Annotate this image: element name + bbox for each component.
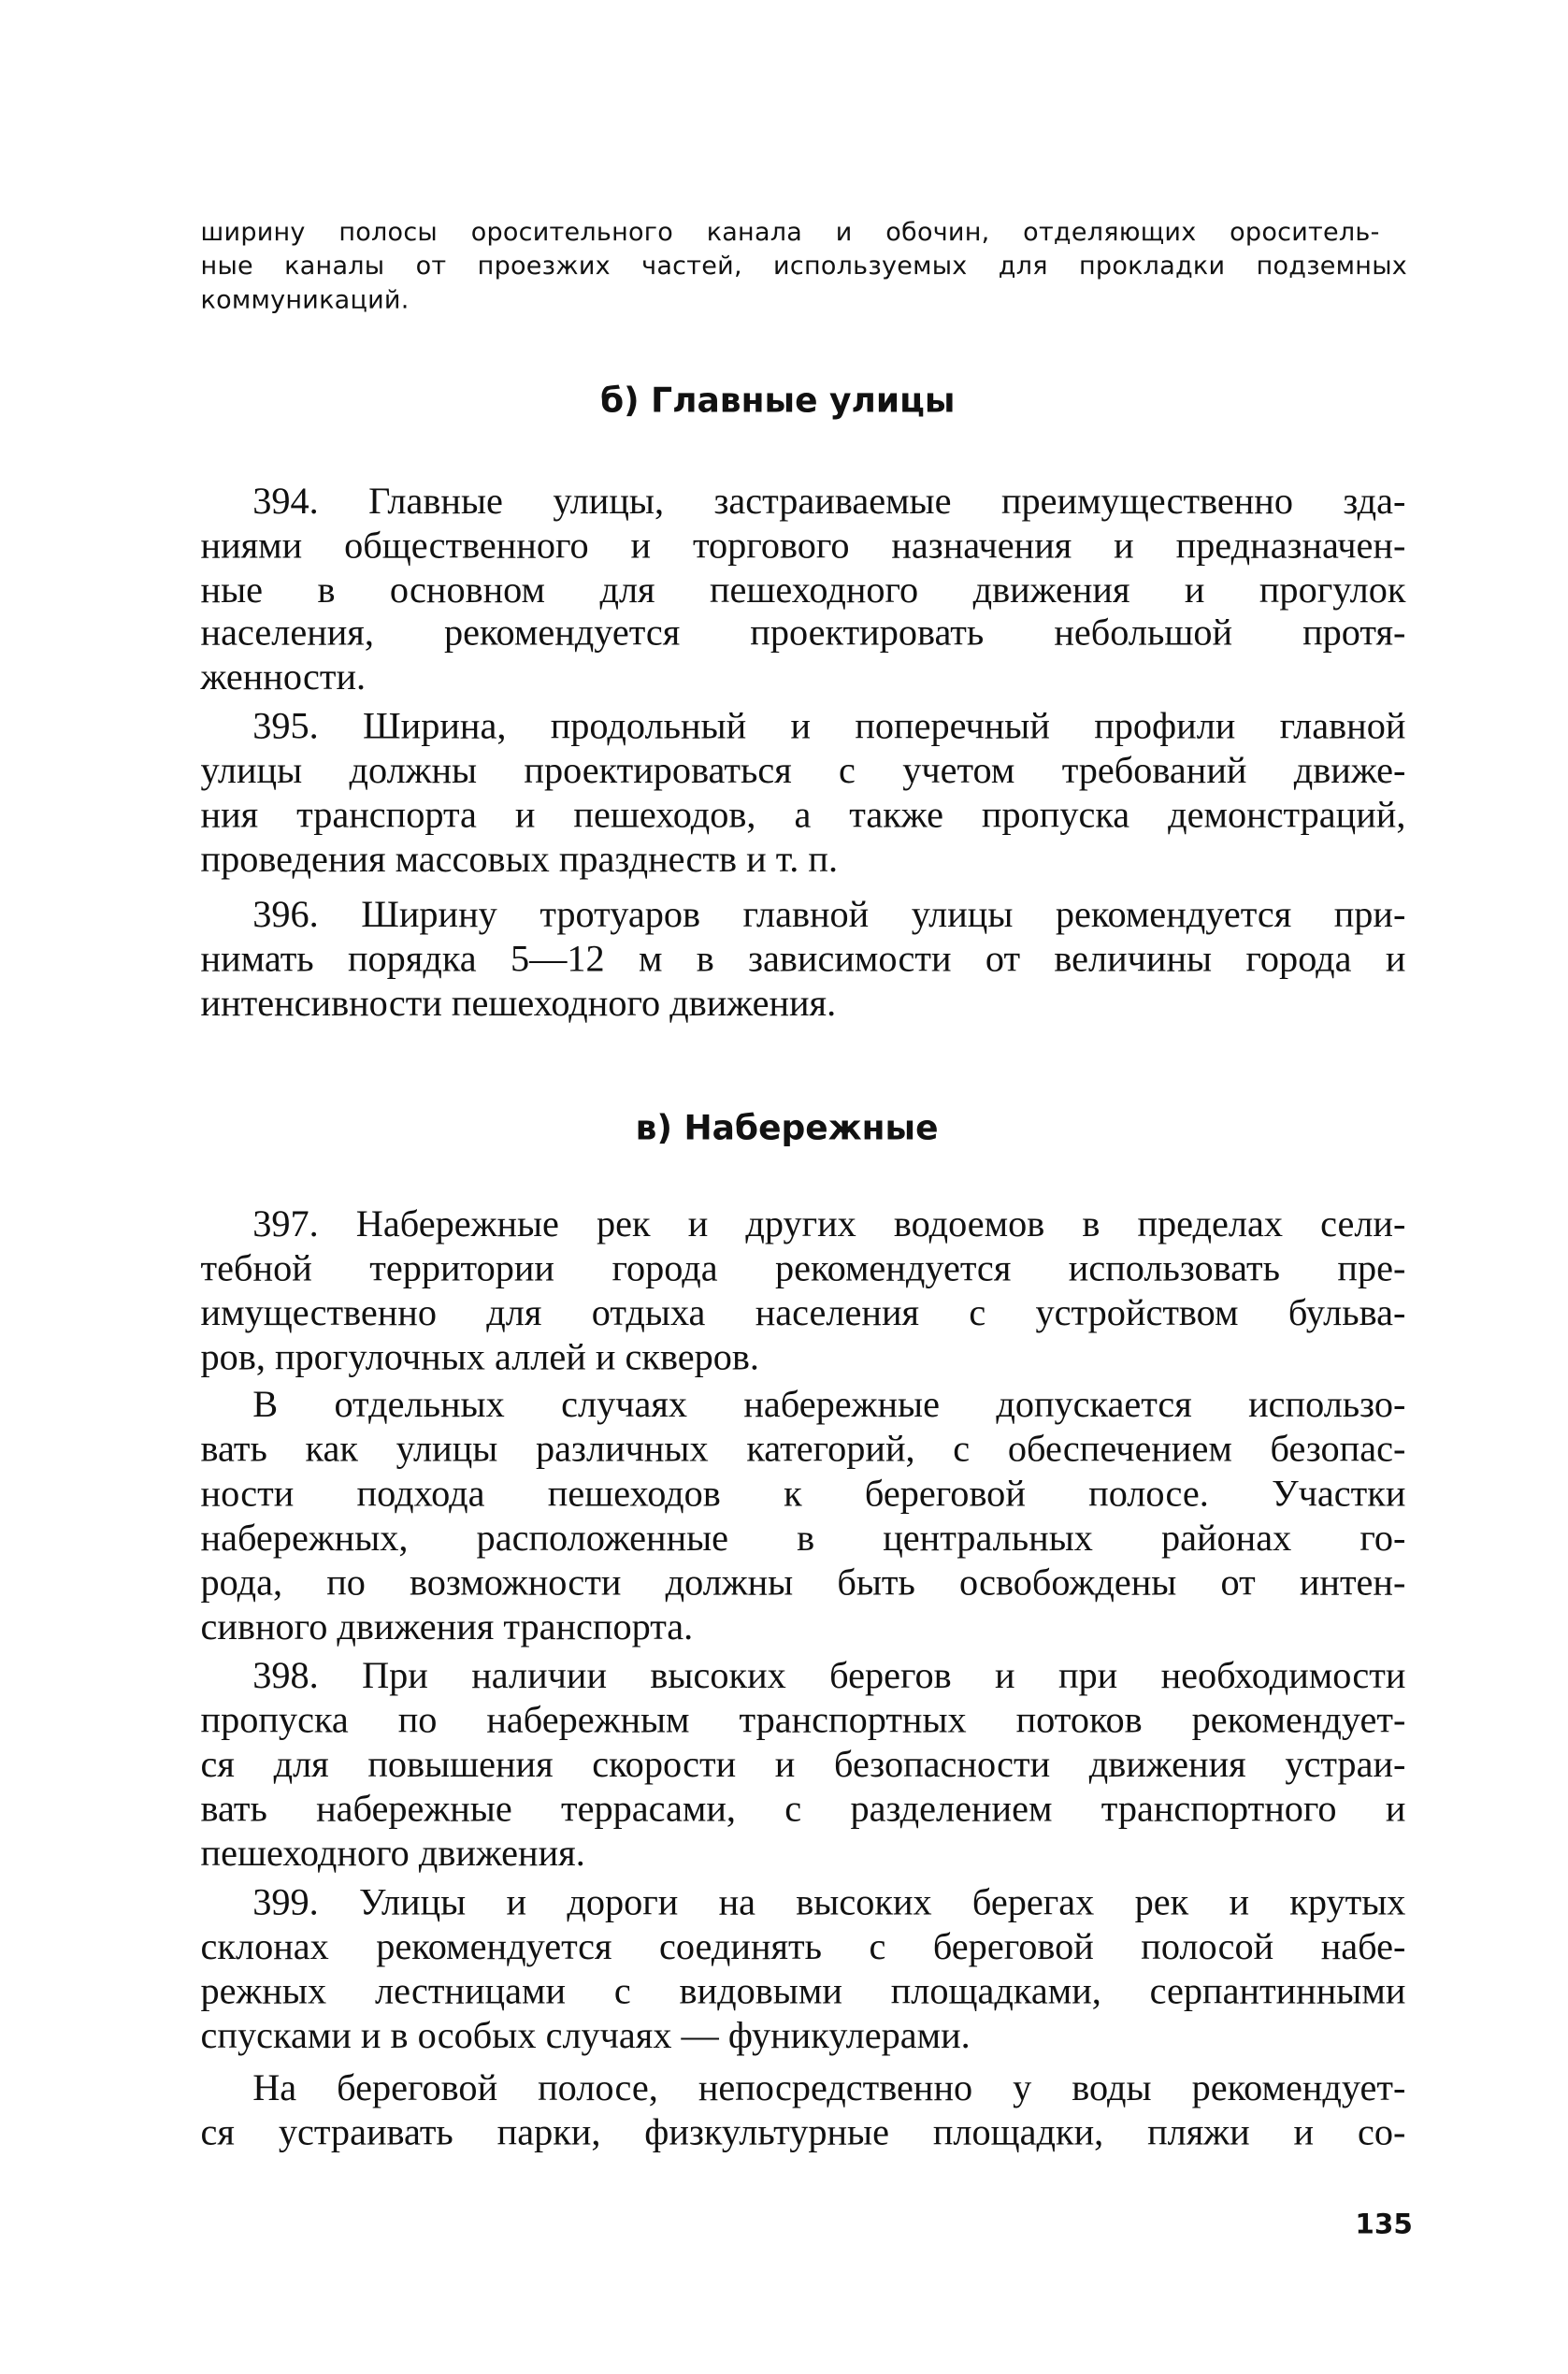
paragraph-line: пропуска по набережным транспортных потоков рекомендует-: [200, 1700, 1406, 1742]
paragraph-line: 394. Главные улицы, застраиваемые преимущественно зда-: [252, 481, 1406, 523]
paragraph-line: набережных, расположенные в центральных районах го-: [200, 1518, 1406, 1560]
paragraph-line: ности подхода пешеходов к береговой полосе. Участки: [200, 1473, 1406, 1516]
paragraph-line: ные в основном для пешеходного движения и прогулок: [200, 569, 1406, 611]
paragraph-line: рода, по возможности должны быть освобождены от интен-: [200, 1561, 1406, 1604]
paragraph-line: проведения массовых празднеств и т. п.: [200, 839, 839, 881]
paragraph-line: пешеходного движения.: [200, 1833, 585, 1876]
paragraph-line: имущественно для отдыха населения с устройством бульва-: [200, 1292, 1406, 1334]
section-heading-main-streets: б) Главные улицы: [599, 382, 956, 422]
paragraph-line: вать как улицы различных категорий, с обеспечением безопас-: [200, 1429, 1406, 1471]
paragraph-line: женности.: [200, 656, 367, 698]
paragraph-line: ров, прогулочных аллей и скверов.: [200, 1337, 759, 1379]
paragraph-line: 396. Ширину тротуаров главной улицы рекомендуется при-: [252, 894, 1406, 936]
paragraph-line: 398. При наличии высоких берегов и при необходимости: [252, 1655, 1406, 1698]
paragraph-line: режных лестницами с видовыми площадками, серпантинными: [200, 1971, 1406, 2013]
paragraph-line: нимать порядка 5—12 м в зависимости от величины города и: [200, 939, 1406, 981]
section-heading-embankments: в) Набережные: [635, 1110, 939, 1149]
paragraph-line: На береговой полосе, непосредственно у воды рекомендует-: [252, 2067, 1406, 2109]
paragraph-line: улицы должны проектироваться с учетом требований движе-: [200, 750, 1406, 792]
intro-line: коммуникаций.: [200, 284, 410, 314]
paragraph-line: 399. Улицы и дороги на высоких берегах рек и крутых: [252, 1882, 1406, 1924]
paragraph-line: ся устраивать парки, физкультурные площадки, пляжи и со-: [200, 2111, 1406, 2154]
paragraph-line: 397. Набережные рек и других водоемов в пределах сели-: [252, 1203, 1406, 1245]
paragraph-line: вать набережные террасами, с разделением транспортного и: [200, 1789, 1406, 1831]
paragraph-line: ся для повышения скорости и безопасности движения устраи-: [200, 1744, 1406, 1787]
intro-line: ширину полосы оросительного канала и обочин, отделяющих ороситель-: [200, 217, 1380, 247]
paragraph-line: интенсивности пешеходного движения.: [200, 983, 837, 1025]
page-number: 135: [1355, 2209, 1413, 2241]
paragraph-line: населения, рекомендуется проектировать небольшой протя-: [200, 612, 1406, 655]
paragraph-line: тебной территории города рекомендуется использовать пре-: [200, 1248, 1406, 1290]
paragraph-line: ниями общественного и торгового назначения и предназначен-: [200, 525, 1406, 568]
paragraph-line: В отдельных случаях набережные допускается использо-: [252, 1384, 1406, 1427]
paragraph-line: сивного движения транспорта.: [200, 1606, 694, 1648]
intro-line: ные каналы от проезжих частей, используемых для прокладки подземных: [200, 251, 1408, 281]
paragraph-line: спусками и в особых случаях — фуникулерами.: [200, 2015, 971, 2057]
paragraph-line: ния транспорта и пешеходов, а также пропуска демонстраций,: [200, 795, 1406, 837]
paragraph-line: 395. Ширина, продольный и поперечный профили главной: [252, 706, 1406, 748]
paragraph-line: склонах рекомендуется соединять с береговой полосой набе-: [200, 1926, 1406, 1968]
